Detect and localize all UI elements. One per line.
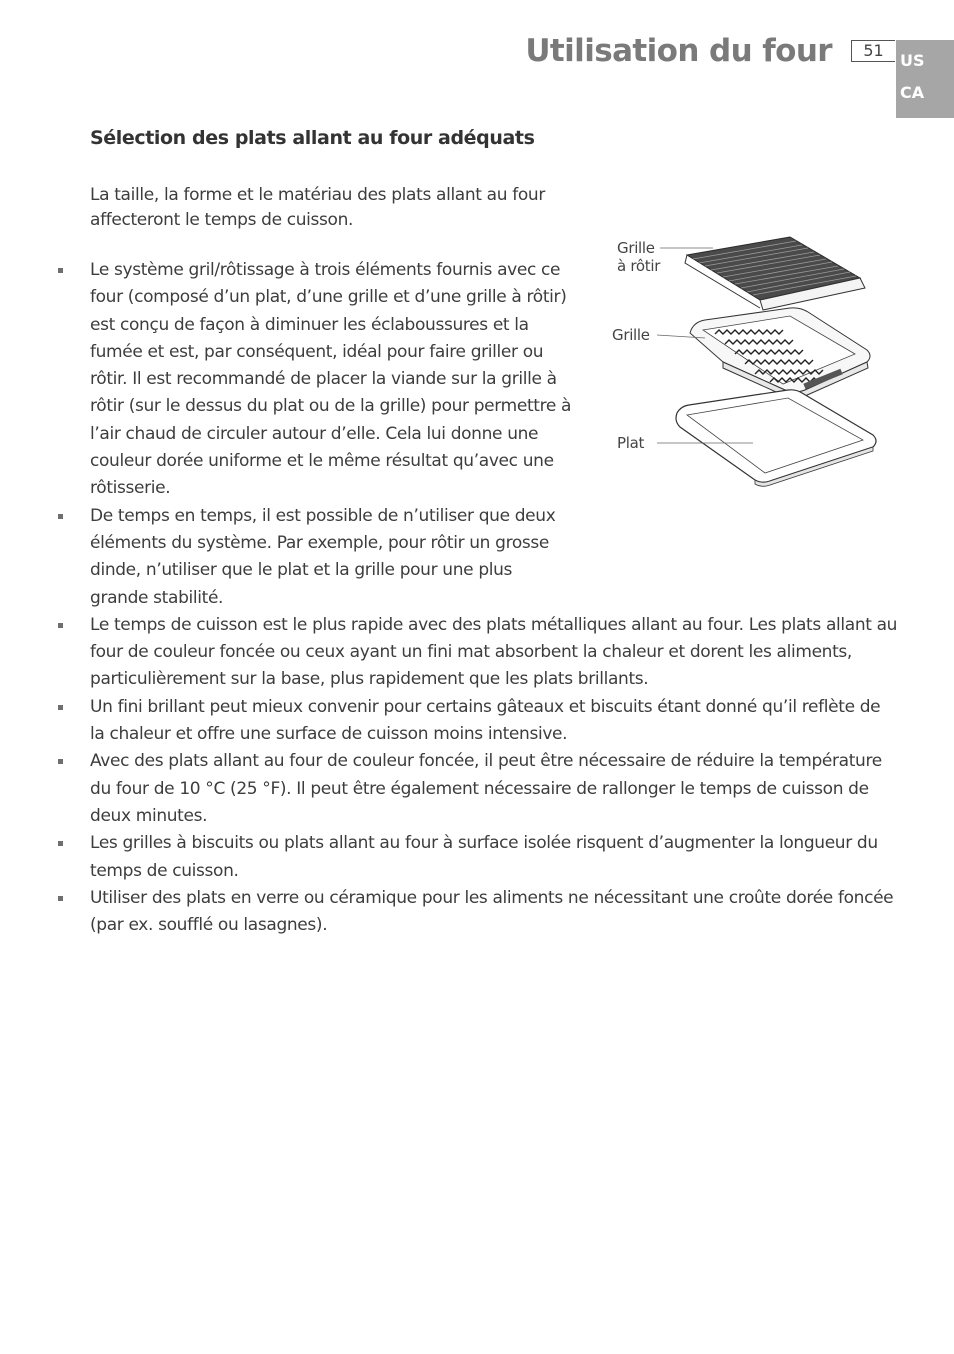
list-item-text: Utiliser des plats en verre ou céramique pour les aliments ne nécessitant une croûte dorée foncée (par ex. soufflé ou lasagnes). <box>90 887 894 936</box>
list-item <box>56 748 898 830</box>
list-item-text: Le système gril/rôtissage à trois éléments fournis avec ce four (composé d’un plat, d’une grille et d’une grille à rôtir) est conçu de façon à diminuer les éclaboussures et la fumée et est, par conséquent, idéal pour faire griller ou rôtir. Il est recommandé de placer la viande sur la grille à rôtir (sur le dessus du plat ou de la grille) pour permettre à l’air chaud de circuler autour d’elle. Cela lui donne une couleur dorée uniforme et le même résultat qu’avec une rôtisserie. <box>90 260 572 499</box>
grill-drawing <box>690 308 870 398</box>
bullet-marker <box>58 268 63 273</box>
list-item <box>56 830 898 885</box>
list-item <box>56 257 575 503</box>
label-dish: Plat <box>617 434 645 452</box>
list-item-text: Avec des plats allant au four de couleur foncée, il peut être nécessaire de réduire la température du four de 10 °C (25 °F). Il peut être également nécessaire de rallonger le temps de cuisson de deux minutes. <box>90 751 882 826</box>
label-grill: Grille <box>612 326 650 344</box>
bullet-marker <box>58 841 63 846</box>
dish-drawing <box>676 390 876 486</box>
list-item-text: De temps en temps, il est possible de n’utiliser que deux éléments du système. Par exemple, pour rôtir un grosse dinde, n’utiliser que le plat et la grille pour une plus grande stabilité. <box>90 505 556 608</box>
bullet-marker <box>58 623 63 628</box>
list-item <box>56 694 898 749</box>
list-item <box>56 503 575 612</box>
grill-system-figure <box>605 230 885 492</box>
label-roasting-rack-line-2: à rôtir <box>617 257 661 275</box>
list-item-text: Un fini brillant peut mieux convenir pour certains gâteaux et biscuits étant donné qu’il reflète de la chaleur et offre une surface de cuisson moins intensive. <box>90 696 881 745</box>
bullet-marker <box>58 705 63 710</box>
intro-paragraph: La taille, la forme et le matériau des plats allant au four affecteront le temps de cuisson. <box>90 185 545 230</box>
list-item-text: Le temps de cuisson est le plus rapide avec des plats métalliques allant au four. Les plats allant au four de couleur foncée ou ceux ayant un fini mat absorbent la chaleur et dorent les aliments, particulièrement sur la base, plus rapidement que les plats brillants. <box>90 614 898 690</box>
section-heading: Sélection des plats allant au four adéquats <box>90 127 535 149</box>
bullet-marker <box>58 896 63 901</box>
bullet-marker <box>58 514 63 519</box>
bullet-marker <box>58 759 63 764</box>
region-tab-line-2: (FR) <box>900 115 938 134</box>
label-roasting-rack <box>617 239 660 275</box>
list-item <box>56 885 898 940</box>
list-item-text: Les grilles à biscuits ou plats allant au four à surface isolée risquent d’augmenter la longueur du temps de cuisson. <box>90 833 878 881</box>
label-roasting-rack-line-1: Grille <box>617 239 655 257</box>
page-title: Utilisation du four <box>525 33 832 69</box>
list-item <box>56 612 898 694</box>
region-tab-line-1: US CA <box>900 51 925 102</box>
region-tab <box>896 40 954 134</box>
page-number: 51 <box>851 40 895 62</box>
